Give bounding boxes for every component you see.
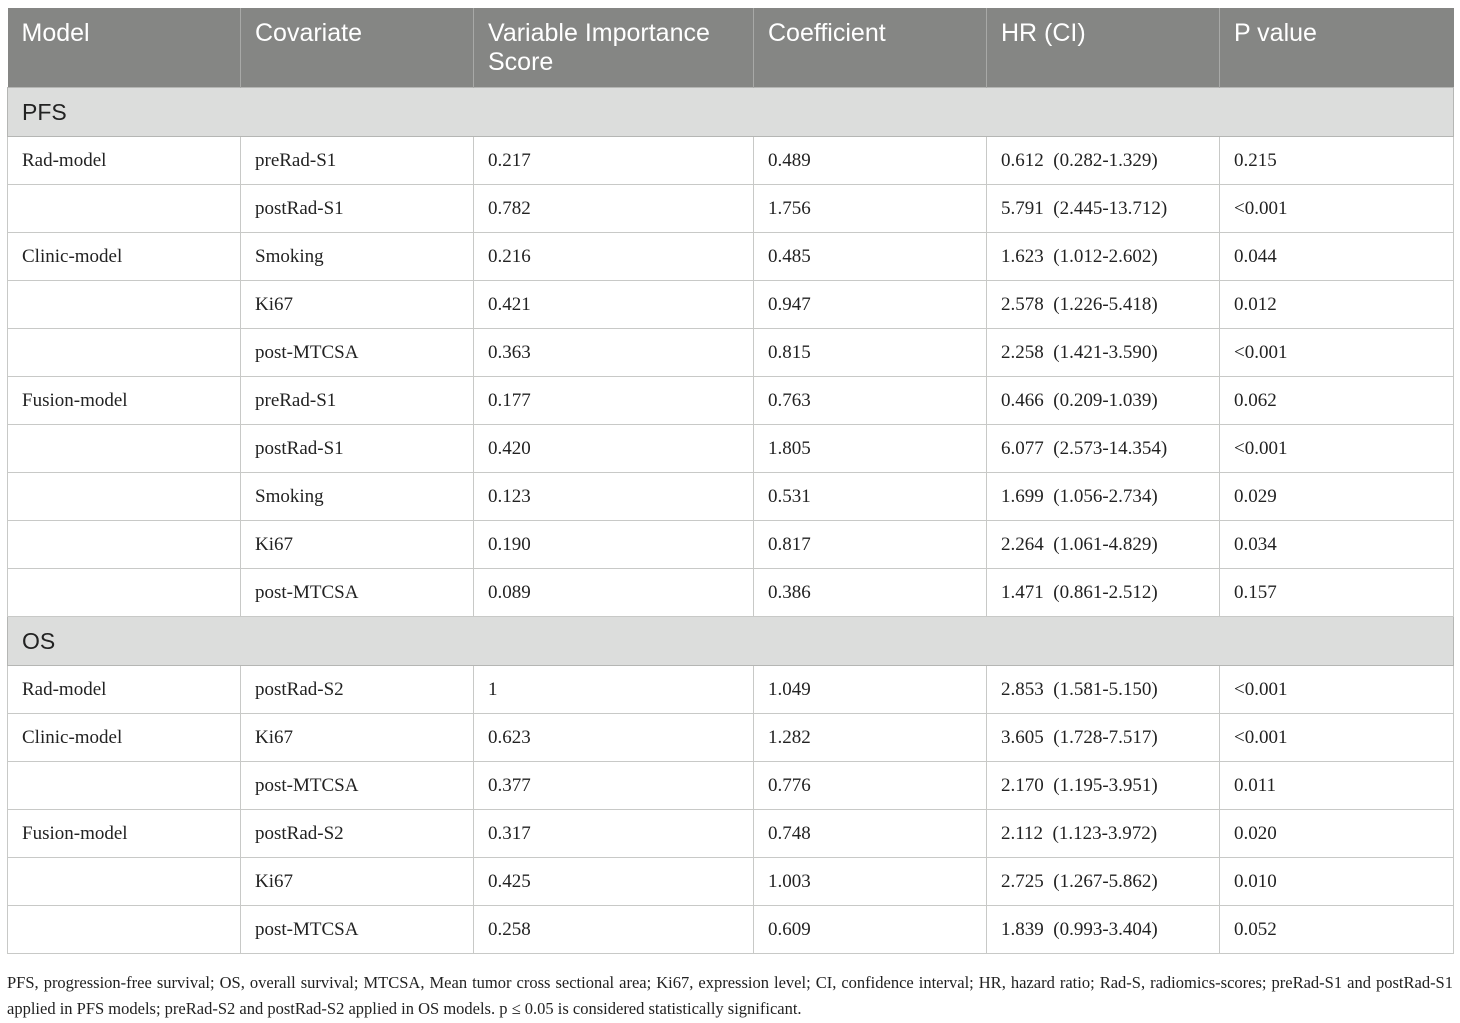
- cell-hr-ci: 2.170 (1.195-3.951): [987, 762, 1220, 810]
- cell-p-value: 0.020: [1220, 810, 1454, 858]
- cell-p-value: 0.010: [1220, 858, 1454, 906]
- table-row: [8, 329, 1454, 377]
- cell-coefficient: 1.003: [754, 858, 987, 906]
- cell-coefficient: 0.485: [754, 233, 987, 281]
- table-body: [8, 88, 1454, 954]
- table-row: [8, 281, 1454, 329]
- cell-importance: 0.420: [474, 425, 754, 473]
- table-row: [8, 762, 1454, 810]
- cell-importance: 0.782: [474, 185, 754, 233]
- cell-coefficient: 0.815: [754, 329, 987, 377]
- cell-hr-ci: 2.258 (1.421-3.590): [987, 329, 1220, 377]
- cell-hr-ci: 0.612 (0.282-1.329): [987, 137, 1220, 185]
- cell-model: [8, 473, 241, 521]
- cell-coefficient: 1.756: [754, 185, 987, 233]
- cell-p-value: <0.001: [1220, 329, 1454, 377]
- header-row: [8, 8, 1454, 88]
- header-covariate: Covariate: [241, 8, 474, 88]
- header-coefficient: Coefficient: [754, 8, 987, 88]
- cell-hr-ci: 0.466 (0.209-1.039): [987, 377, 1220, 425]
- cell-p-value: <0.001: [1220, 425, 1454, 473]
- cell-covariate: postRad-S2: [241, 666, 474, 714]
- cell-coefficient: 0.609: [754, 906, 987, 954]
- cell-covariate: Ki67: [241, 521, 474, 569]
- cell-importance: 0.123: [474, 473, 754, 521]
- cell-importance: 0.216: [474, 233, 754, 281]
- cell-p-value: 0.215: [1220, 137, 1454, 185]
- results-table-container: [7, 8, 1453, 954]
- cell-importance: 0.377: [474, 762, 754, 810]
- cell-covariate: Ki67: [241, 858, 474, 906]
- cell-covariate: post-MTCSA: [241, 762, 474, 810]
- section-row-os: [8, 617, 1454, 666]
- header-model: Model: [8, 8, 241, 88]
- cell-coefficient: 1.049: [754, 666, 987, 714]
- cell-covariate: post-MTCSA: [241, 906, 474, 954]
- cell-hr-ci: 2.578 (1.226-5.418): [987, 281, 1220, 329]
- cell-hr-ci: 1.839 (0.993-3.404): [987, 906, 1220, 954]
- cell-coefficient: 1.282: [754, 714, 987, 762]
- table-row: [8, 137, 1454, 185]
- table-row: [8, 569, 1454, 617]
- cell-model: Rad-model: [8, 137, 241, 185]
- cell-model: [8, 858, 241, 906]
- cell-p-value: 0.012: [1220, 281, 1454, 329]
- cell-hr-ci: 2.725 (1.267-5.862): [987, 858, 1220, 906]
- cell-p-value: <0.001: [1220, 666, 1454, 714]
- table-footnote: PFS, progression-free survival; OS, overall survival; MTCSA, Mean tumor cross sectional area; Ki67, expression level; CI, confidence interval; HR, hazard ratio; Rad-S, radiomics-scores; preRad-S1 and postRad-S1 applied in PFS models; preRad-S2 and postRad-S2 applied in OS models. p ≤ 0.05 is considered statistically significant.: [7, 973, 1453, 1018]
- cell-model: Rad-model: [8, 666, 241, 714]
- cell-coefficient: 0.817: [754, 521, 987, 569]
- cell-p-value: 0.044: [1220, 233, 1454, 281]
- cell-model: Clinic-model: [8, 714, 241, 762]
- cell-p-value: <0.001: [1220, 714, 1454, 762]
- section-label: PFS: [8, 88, 1454, 137]
- cell-model: [8, 425, 241, 473]
- cell-covariate: Smoking: [241, 233, 474, 281]
- cell-model: [8, 906, 241, 954]
- cell-p-value: 0.034: [1220, 521, 1454, 569]
- cell-coefficient: 0.763: [754, 377, 987, 425]
- cell-covariate: postRad-S1: [241, 425, 474, 473]
- cell-hr-ci: 1.471 (0.861-2.512): [987, 569, 1220, 617]
- cell-importance: 0.425: [474, 858, 754, 906]
- section-label: OS: [8, 617, 1454, 666]
- table-row: [8, 714, 1454, 762]
- header-variable-importance-score: Variable Importance Score: [474, 8, 754, 88]
- table-row: [8, 858, 1454, 906]
- cell-importance: 0.623: [474, 714, 754, 762]
- cell-model: [8, 521, 241, 569]
- cell-model: Fusion-model: [8, 377, 241, 425]
- cell-coefficient: 0.947: [754, 281, 987, 329]
- cell-hr-ci: 6.077 (2.573-14.354): [987, 425, 1220, 473]
- cell-covariate: post-MTCSA: [241, 569, 474, 617]
- cell-hr-ci: 2.112 (1.123-3.972): [987, 810, 1220, 858]
- cell-model: [8, 281, 241, 329]
- cell-model: [8, 185, 241, 233]
- cell-importance: 0.363: [474, 329, 754, 377]
- cell-importance: 0.317: [474, 810, 754, 858]
- cell-covariate: Ki67: [241, 281, 474, 329]
- cell-coefficient: 0.748: [754, 810, 987, 858]
- cell-coefficient: 0.386: [754, 569, 987, 617]
- cell-p-value: 0.052: [1220, 906, 1454, 954]
- cell-covariate: Ki67: [241, 714, 474, 762]
- cell-model: [8, 569, 241, 617]
- cell-hr-ci: 2.264 (1.061-4.829): [987, 521, 1220, 569]
- cell-importance: 0.258: [474, 906, 754, 954]
- cell-coefficient: 0.489: [754, 137, 987, 185]
- cell-covariate: post-MTCSA: [241, 329, 474, 377]
- cell-importance: 0.421: [474, 281, 754, 329]
- cell-covariate: postRad-S1: [241, 185, 474, 233]
- results-table: [7, 8, 1454, 954]
- table-row: [8, 185, 1454, 233]
- cell-covariate: postRad-S2: [241, 810, 474, 858]
- cell-p-value: 0.029: [1220, 473, 1454, 521]
- table-row: [8, 810, 1454, 858]
- cell-importance: 0.177: [474, 377, 754, 425]
- cell-hr-ci: 1.623 (1.012-2.602): [987, 233, 1220, 281]
- cell-p-value: 0.157: [1220, 569, 1454, 617]
- cell-model: Clinic-model: [8, 233, 241, 281]
- table-row: [8, 666, 1454, 714]
- cell-hr-ci: 2.853 (1.581-5.150): [987, 666, 1220, 714]
- cell-covariate: preRad-S1: [241, 377, 474, 425]
- table-row: [8, 233, 1454, 281]
- header-hr-ci: HR (CI): [987, 8, 1220, 88]
- cell-hr-ci: 5.791 (2.445-13.712): [987, 185, 1220, 233]
- cell-importance: 0.217: [474, 137, 754, 185]
- table-row: [8, 377, 1454, 425]
- table-row: [8, 473, 1454, 521]
- cell-covariate: preRad-S1: [241, 137, 474, 185]
- cell-p-value: 0.062: [1220, 377, 1454, 425]
- cell-model: Fusion-model: [8, 810, 241, 858]
- table-row: [8, 521, 1454, 569]
- cell-p-value: 0.011: [1220, 762, 1454, 810]
- cell-coefficient: 1.805: [754, 425, 987, 473]
- table-row: [8, 425, 1454, 473]
- cell-hr-ci: 1.699 (1.056-2.734): [987, 473, 1220, 521]
- header-p-value: P value: [1220, 8, 1454, 88]
- cell-covariate: Smoking: [241, 473, 474, 521]
- table-header: [8, 8, 1454, 88]
- cell-model: [8, 762, 241, 810]
- cell-importance: 1: [474, 666, 754, 714]
- cell-hr-ci: 3.605 (1.728-7.517): [987, 714, 1220, 762]
- table-row: [8, 906, 1454, 954]
- cell-coefficient: 0.531: [754, 473, 987, 521]
- section-row-pfs: [8, 88, 1454, 137]
- cell-coefficient: 0.776: [754, 762, 987, 810]
- cell-importance: 0.190: [474, 521, 754, 569]
- cell-importance: 0.089: [474, 569, 754, 617]
- cell-p-value: <0.001: [1220, 185, 1454, 233]
- cell-model: [8, 329, 241, 377]
